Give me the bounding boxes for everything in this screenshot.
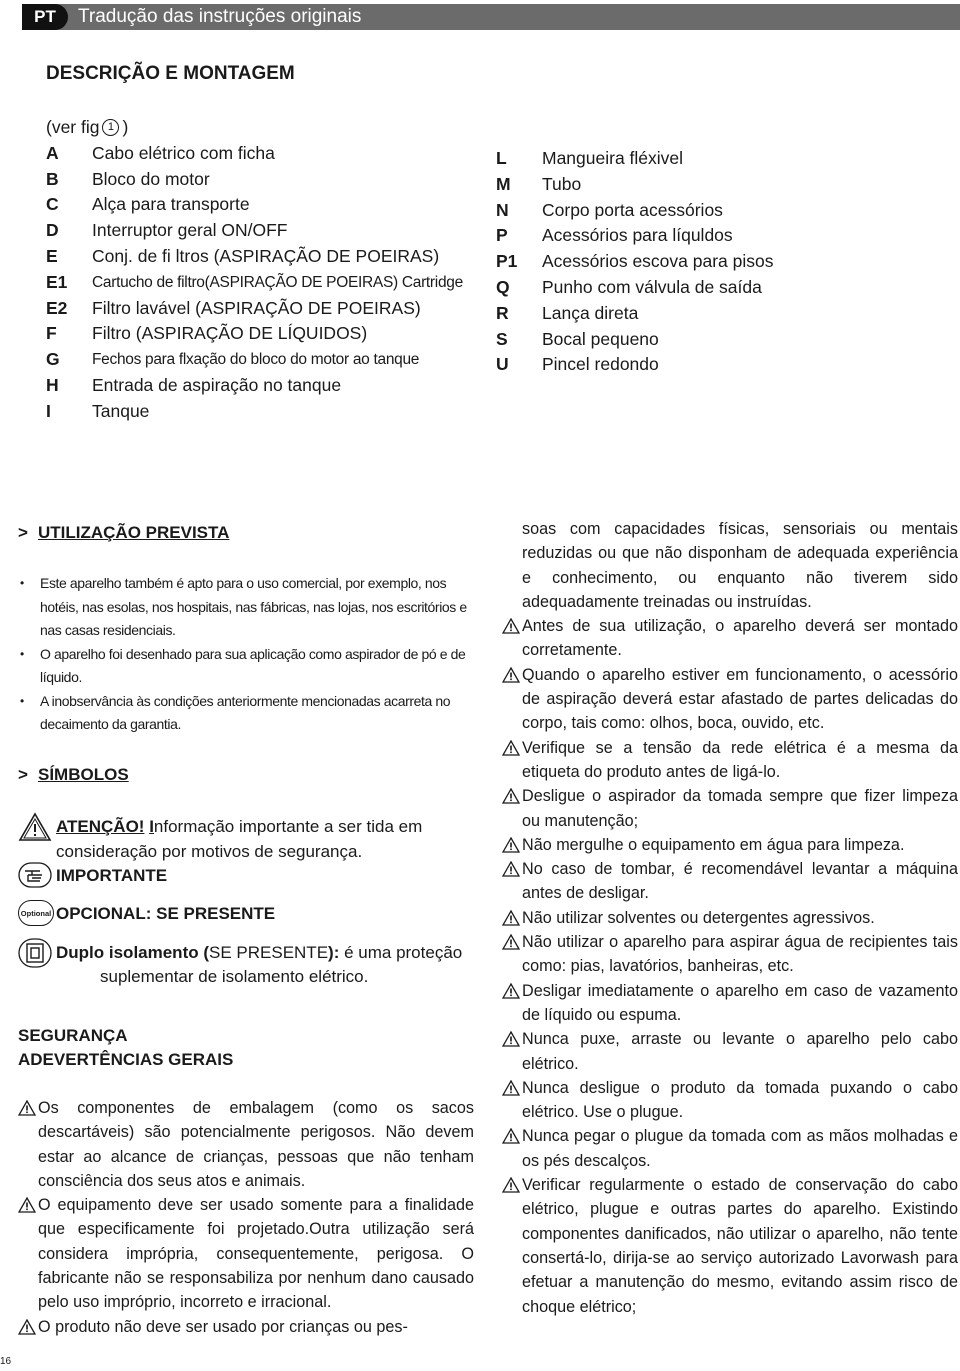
heading-marker: > (18, 765, 28, 784)
part-code: E (46, 245, 58, 266)
optional-badge-icon (18, 900, 54, 926)
fig-ref-number: 1 (107, 121, 115, 133)
part-code: G (46, 349, 60, 370)
header-title: Tradução das instruções originais (78, 6, 362, 27)
safety-right-column (502, 517, 958, 1319)
list-item: • Este aparelho também é apto para o uso comercial, por exemplo, nos hotéis, nas esolas, nos hospitais, nas fábricas, nas lojas, nos escritórios e nas casas residenciais. (18, 572, 488, 643)
part-code: R (496, 302, 509, 323)
warning-text: Os componentes de embalagem (como os sacos descartáveis) são potencialmente perigosos. Não devem estar ao alcance de crianças, pessoas que não tenham consciência dos seus atos e animais. (38, 1099, 474, 1190)
page-number: 16 (0, 1356, 12, 1367)
part-row (46, 296, 463, 322)
warning-item (502, 663, 958, 736)
header-bar (22, 4, 960, 30)
important-label: IMPORTANTE (56, 866, 168, 885)
part-label: Bloco do motor (92, 168, 210, 189)
description-title: DESCRIÇÃO E MONTAGEM (46, 63, 295, 84)
warning-triangle-icon (502, 667, 520, 683)
warning-text: Desligue o aspirador da tomada sempre que fizer limpeza ou manutenção; (522, 787, 958, 830)
part-code: M (496, 173, 511, 194)
part-row (46, 321, 463, 347)
double-insulation-note: SE PRESENTE (209, 943, 329, 962)
part-row (46, 141, 463, 167)
safety-heading (18, 1024, 233, 1072)
fig-ref-prefix: (ver fig (46, 117, 100, 137)
warning-text: Antes de sua utilização, o aparelho deverá ser montado corretamente. (522, 617, 958, 660)
part-code: C (46, 194, 59, 215)
part-row (496, 146, 774, 172)
part-code: N (496, 199, 509, 220)
warning-text: Verifique se a tensão da rede elétrica é a mesma da etiqueta do produto antes de ligá-lo. (522, 738, 958, 781)
warning-item (502, 736, 958, 785)
warning-item (502, 1027, 958, 1076)
part-label: Punho com válvula de saída (542, 276, 762, 297)
warning-text: Nunca puxe, arraste ou levante o aparelho pelo cabo elétrico. (522, 1030, 958, 1073)
attention-first-letter: I (149, 817, 154, 836)
list-item: • A inobservância às condições anteriormente mencionadas acarreta no decaimento da garantia. (18, 690, 488, 737)
warning-triangle-icon (502, 740, 520, 756)
part-code: U (496, 354, 509, 375)
part-code: P1 (496, 251, 518, 272)
heading-marker: > (18, 523, 28, 542)
part-code: L (496, 148, 507, 168)
warning-item (502, 930, 958, 979)
warning-text: No caso de tombar, é recomendável levantar a máquina antes de desligar. (522, 860, 958, 903)
intended-use-list (18, 572, 488, 737)
warning-triangle-icon (502, 1177, 520, 1193)
warning-text: O equipamento deve ser usado somente para a finalidade que especificamente foi projetado.Outra utilização será considera imprópria, consequentemente, perigosa. O fabricante não se responsabiliza por nenhum dano causado pelo uso impróprio, incorreto e irracional. (38, 1196, 474, 1312)
parts-list-right (496, 146, 774, 378)
symbols-heading (18, 765, 129, 785)
intended-use-heading (18, 523, 229, 543)
fig-ref-suffix: ) (122, 117, 129, 137)
pointing-hand-icon (18, 862, 52, 894)
part-label: Cabo elétrico com ficha (92, 142, 275, 163)
attention-text-line2: consideração por motivos de segurança. (56, 842, 363, 861)
part-row (496, 249, 774, 275)
warning-item (502, 1173, 958, 1319)
part-row (496, 223, 774, 249)
warning-text: Quando o aparelho estiver em funcionamento, o acessório de aspiração deverá estar afastado de partes delicadas do corpo, tais como: olhos, boca, ouvido, etc. (522, 665, 958, 733)
part-code: B (46, 168, 59, 189)
part-label: Alça para transporte (92, 194, 250, 215)
figure-reference (46, 115, 463, 141)
warning-item (18, 1096, 474, 1193)
language-badge: PT (22, 4, 68, 30)
general-warnings-title: ADEVERTÊNCIAS GERAIS (18, 1050, 234, 1069)
warning-item (18, 1315, 474, 1339)
warning-continuation: soas com capacidades físicas, sensoriais ou mentais reduzidas ou que não disponham de adequada experiência e conhecimento, ou enquanto não tiverem sido adequadamente treinadas ou instruídas. (522, 520, 958, 611)
part-code: P (496, 225, 508, 246)
part-row (496, 327, 774, 353)
symbols-title: SÍMBOLOS (38, 765, 129, 784)
warning-triangle-icon (502, 1128, 520, 1144)
warning-item (502, 1076, 958, 1125)
part-label: Lança direta (542, 302, 639, 323)
part-code: Q (496, 276, 510, 297)
part-label: Filtro (ASPIRAÇÃO DE LÍQUIDOS) (92, 323, 368, 344)
part-code: S (496, 328, 508, 349)
part-row (496, 352, 774, 378)
warning-triangle-icon (502, 861, 520, 877)
warning-item (502, 857, 958, 906)
part-code: F (46, 323, 57, 344)
part-code: I (46, 400, 51, 421)
part-label: Pincel redondo (542, 354, 659, 375)
warning-text: Não utilizar solventes ou detergentes agressivos. (522, 908, 875, 927)
part-code: D (46, 220, 59, 241)
part-label: Bocal pequeno (542, 328, 659, 349)
warning-text: Nunca pegar o plugue da tomada com as mãos molhadas e os pés descalços. (522, 1127, 958, 1170)
part-row (46, 373, 463, 399)
intended-use-title: UTILIZAÇÃO PREVISTA (38, 523, 230, 542)
attention-text: nformação importante a ser tida em (153, 817, 423, 836)
part-code: E2 (46, 297, 68, 318)
part-row (46, 218, 463, 244)
warning-triangle-icon (18, 1197, 36, 1213)
warning-text: Nunca desligue o produto da tomada puxando o cabo elétrico. Use o plugue. (522, 1078, 958, 1122)
parts-list-left (46, 115, 463, 425)
part-row (496, 172, 774, 198)
warning-triangle-icon (18, 812, 52, 848)
warning-item (502, 979, 958, 1028)
figure-number-icon (102, 119, 119, 136)
double-insulation-text: é uma proteção (339, 943, 463, 962)
attention-label: ATENÇÃO! (56, 817, 145, 836)
warning-item (502, 784, 958, 833)
warning-item (502, 614, 958, 663)
warning-triangle-icon (502, 934, 520, 950)
part-label: Cartucho de filtro(ASPIRAÇÃO DE POEIRAS) Cartridge (92, 273, 463, 291)
safety-title: SEGURANÇA (18, 1026, 128, 1045)
part-row (46, 167, 463, 193)
warning-triangle-icon (502, 1031, 520, 1047)
warning-item (502, 906, 958, 930)
part-row (46, 192, 463, 218)
part-code: A (46, 142, 59, 163)
optional-icon-text: Optional (20, 908, 52, 918)
part-label: Acessórios para líquldos (542, 225, 733, 246)
part-label: Interruptor geral ON/OFF (92, 220, 288, 241)
part-label: Tubo (542, 173, 582, 194)
part-label: Corpo porta acessórios (542, 199, 723, 220)
warning-triangle-icon (18, 1100, 36, 1116)
warning-triangle-icon (502, 788, 520, 804)
part-label: Fechos para flxação do bloco do motor ao tanque (92, 351, 420, 369)
part-label: Entrada de aspiração no tanque (92, 374, 342, 395)
list-item: • O aparelho foi desenhado para sua aplicação como aspirador de pó e de líquido. (18, 643, 488, 690)
part-label: Filtro lavável (ASPIRAÇÃO DE POEIRAS) (92, 297, 421, 318)
warning-item (18, 1193, 474, 1314)
warning-triangle-icon (502, 983, 520, 999)
optional-label: OPCIONAL: SE PRESENTE (56, 904, 276, 923)
part-row (496, 301, 774, 327)
part-code: E1 (46, 271, 68, 292)
warning-triangle-icon (18, 1319, 36, 1335)
warning-text: Verificar regularmente o estado de conservação do cabo elétrico, plugue e outras partes do aparelho. Existindo componentes danificados, não utilizar o aparelho, não tente consertá-lo, dirija-se ao serviço autorizado Lavorwash para efetuar a manutenção do mesmo, evitando assim risco de choque elétrico; (522, 1176, 958, 1316)
warning-item (502, 1124, 958, 1173)
double-insulation-label: Duplo isolamento ( (56, 943, 209, 962)
part-row (46, 270, 463, 296)
warning-triangle-icon (502, 618, 520, 634)
warning-triangle-icon (502, 910, 520, 926)
warning-text: Não utilizar o aparelho para aspirar água de recipientes tais como: pias, lavatórios, banheiras, etc. (522, 933, 958, 976)
warning-triangle-icon (502, 837, 520, 853)
part-code: H (46, 374, 59, 395)
part-label: Acessórios escova para pisos (542, 251, 774, 272)
part-row (496, 275, 774, 301)
safety-left-column (18, 1096, 474, 1339)
double-insulation-close: ): (328, 943, 340, 962)
double-insulation-icon (18, 938, 52, 974)
warning-item (502, 833, 958, 857)
part-row (46, 244, 463, 270)
part-label: Mangueira fléxivel (542, 148, 684, 168)
part-label: Tanque (92, 400, 150, 421)
part-row (496, 198, 774, 224)
part-label: Conj. de fi ltros (ASPIRAÇÃO DE POEIRAS) (92, 245, 440, 266)
double-insulation-text-line2: suplementar de isolamento elétrico. (100, 967, 369, 986)
warning-triangle-icon (502, 1080, 520, 1096)
part-row (46, 347, 463, 373)
warning-text: O produto não deve ser usado por crianças ou pes- (38, 1317, 408, 1336)
warning-text: Desligar imediatamente o aparelho em caso de vazamento de líquido ou espuma. (522, 981, 958, 1024)
warning-text: Não mergulhe o equipamento em água para limpeza. (522, 835, 905, 854)
part-row (46, 399, 463, 425)
